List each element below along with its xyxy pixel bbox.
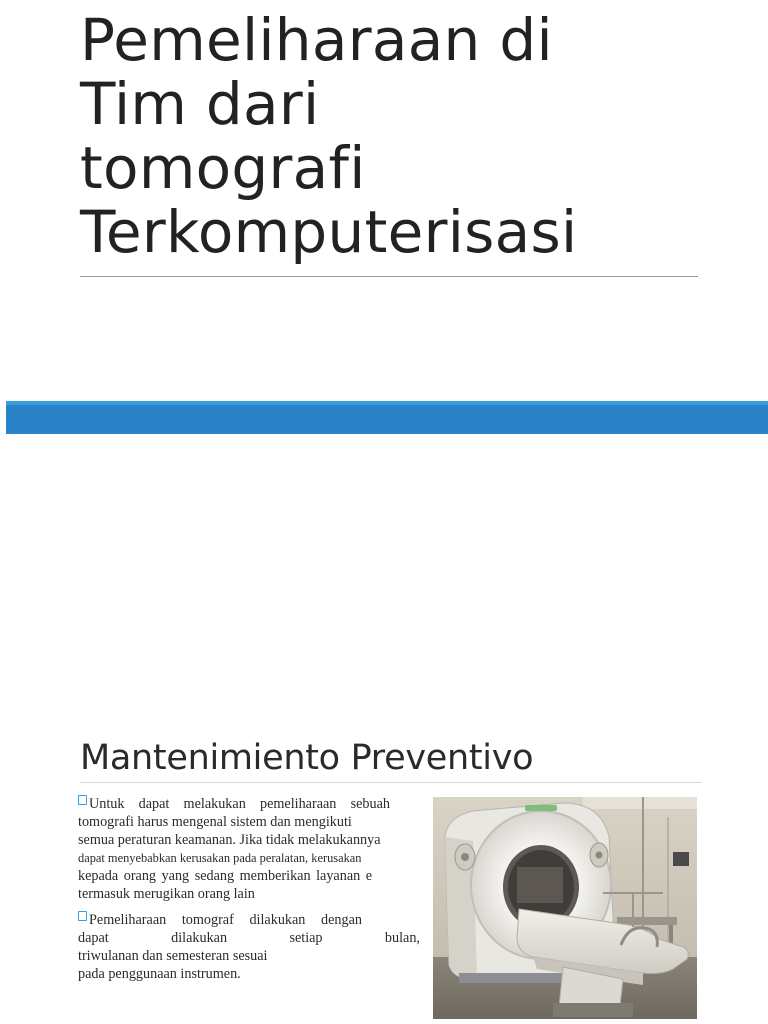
text-line: semua peraturan keamanan. Jika tidak melakukannya [78, 832, 381, 848]
word [78, 795, 124, 813]
ct-scanner-photo [433, 797, 697, 1019]
text-line: kepada orang yang sedang memberikan layanan e [78, 868, 373, 884]
word-text: Pemeliharaan [89, 912, 167, 928]
side-cart [617, 917, 677, 925]
word: dapat [138, 796, 170, 812]
text-line: triwulanan dan semesteran sesuai [78, 948, 268, 964]
title-divider [80, 276, 698, 277]
body-text [78, 795, 422, 983]
ct-scanner-illustration [433, 797, 697, 1019]
section-title-divider [80, 782, 702, 783]
word: tomograf [181, 912, 234, 928]
word: dapat [78, 930, 109, 946]
slide-title-line: Pemeliharaan di [80, 6, 553, 74]
slide-title-line: Terkomputerisasi [80, 198, 578, 266]
text-line: dapat menyebabkan kerusakan pada peralatan, kerusakan [78, 851, 362, 865]
text-line: termasuk merugikan orang lain [78, 886, 255, 902]
text-line: pada penggunaan instrumen. [78, 966, 241, 982]
word [78, 911, 166, 929]
slide-title-line: tomografi [80, 134, 366, 202]
word: pemeliharaan [259, 796, 337, 812]
word: dilakukan [249, 912, 306, 928]
band-highlight [6, 401, 768, 405]
slide-title [80, 8, 720, 264]
word: dengan [321, 912, 362, 928]
paragraph-1 [78, 795, 422, 903]
paragraph-2 [78, 911, 422, 983]
word: bulan, [384, 930, 420, 946]
wall-monitor [673, 852, 689, 866]
word-text: Untuk [89, 796, 125, 812]
slide-title-line: Tim dari [80, 70, 320, 138]
ceiling-panel [583, 797, 697, 809]
section-title: Mantenimiento Preventivo [80, 738, 534, 778]
text-line: tomografi harus mengenal sistem dan mengikuti [78, 814, 352, 830]
bullet-icon [78, 795, 87, 805]
text-line [78, 911, 362, 929]
word: dilakukan [171, 930, 228, 946]
word: sebuah [350, 796, 390, 812]
bullet-icon [78, 911, 87, 921]
word: setiap [289, 930, 323, 946]
slide-separator-band [6, 401, 768, 434]
text-line [78, 795, 420, 813]
status-display [525, 805, 557, 811]
word: melakukan [183, 796, 246, 812]
text-line [78, 929, 420, 947]
